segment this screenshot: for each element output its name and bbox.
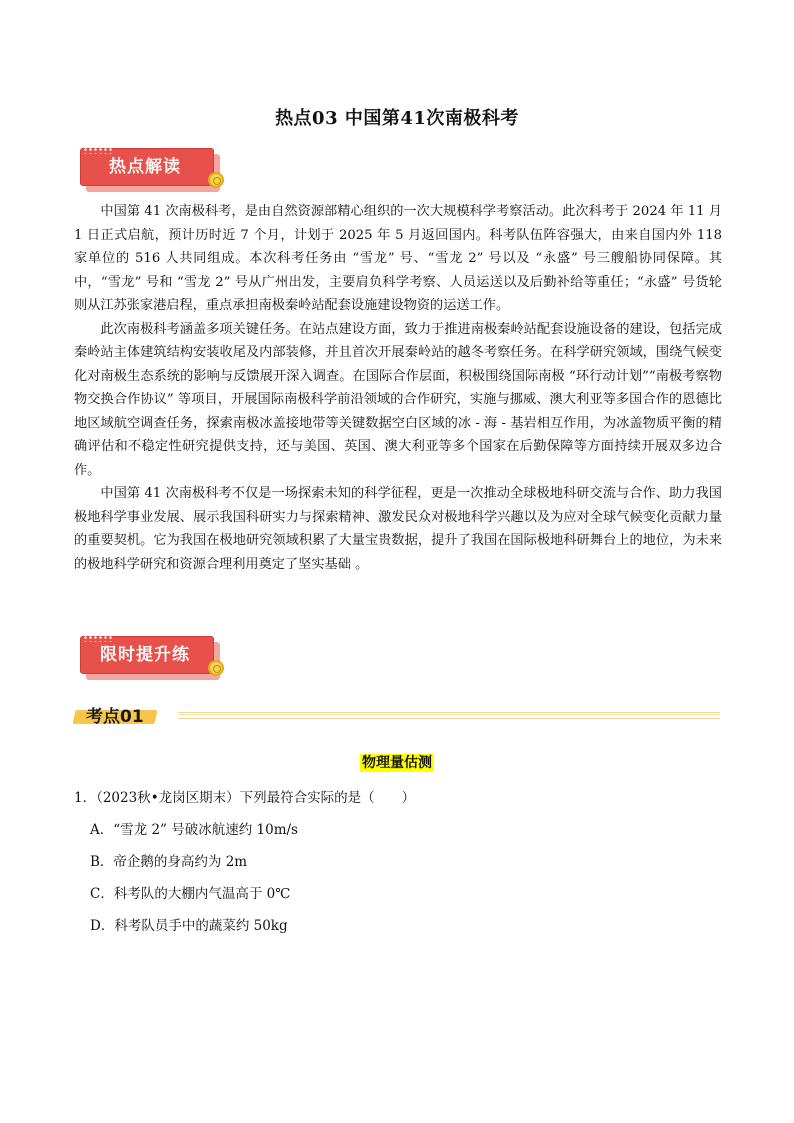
badge-label: 热点解读 [109,157,181,177]
paragraph-1: 中国第 41 次南极科考，是由自然资源部精心组织的一次大规模科学考察活动。此次科考于 2024 年 11 月 1 日正式启航，预计历时近 7 个月，计划于 2025 年 5 月返回国内。科考队伍阵容强大，由来自国内外 118 家单位的 516 人共同组成。本次科考任务由 “雪龙” 号、“雪龙 2” 号以及 “永盛” 号三艘船协同保障。其中，“雪龙” 号和 “雪龙 2” 号从广州出发，主要肩负科学考察、人员运送以及后勤补给等重任；“永盛” 号货轮则从江苏张家港启程，重点承担南极秦岭站配套设施建设物资的运送工作。 [74,204,722,313]
paragraph-2: 此次南极科考涵盖多项关键任务。在站点建设方面，致力于推进南极秦岭站配套设施设备的建设，包括完成秦岭站主体建筑结构安装收尾及内部装修，并且首次开展秦岭站的越冬考察任务。在科学研究领域，围绕气候变化对南极生态系统的影响与反馈展开深入调查。在国际合作层面，积极围绕国际南极 “环行动计划”“南极考察物物交换合作协议” 等项目，开展国际南极科学前沿领域的合作研究，实施与挪威、澳大利亚等多国合作的恩德比地区域航空调查任务，探索南极冰盖接地带等关键数据空白区域的冰 - 海 - 基岩相互作用，为冰盖物质平衡的精确评估和不稳定性研究提供支持，还与美国、英国、澳大利亚等多个国家在后勤保障等方面持续开展双多边合作。 [74,321,722,478]
option-c: C．科考队的大棚内气温高于 0℃ [90,886,291,902]
option-d: D．科考队员手中的蔬菜约 50kg [90,918,288,934]
option-a: A．“雪龙 2” 号破冰航速约 10m/s [90,822,298,838]
kaodian-header [74,702,720,728]
subsection-title [0,752,794,772]
article-body [74,200,722,576]
question-stem: 1．（2023秋•龙岗区期末）下列最符合实际的是（ ） [74,790,416,806]
kaodian-divider [178,712,720,719]
coin-icon [208,660,224,676]
kaodian-label: 考点01 [86,707,144,727]
page-title: 热点03 中国第41次南极科考 [275,108,519,129]
paragraph-3: 中国第 41 次南极科考不仅是一场探索未知的科学征程，更是一次推动全球极地科研交流与合作、助力我国极地科学事业发展、展示我国科研实力与探索精神、激发民众对极地科学兴趣以及为应对全球气候变化贡献力量的重要契机。它为我国在极地研究领域积累了大量宝贵数据，提升了我国在国际极地科研舞台上的地位，为未来的极地科学研究和资源合理利用奠定了坚实基础 。 [74,486,722,572]
coin-icon [208,172,224,188]
subsection-title-text: 物理量估测 [362,755,432,771]
option-b: B．帝企鹅的身高约为 2m [90,854,248,870]
badge-label: 限时提升练 [100,645,190,665]
section-badge-practice [80,636,220,676]
section-badge-hotspot [80,148,220,188]
